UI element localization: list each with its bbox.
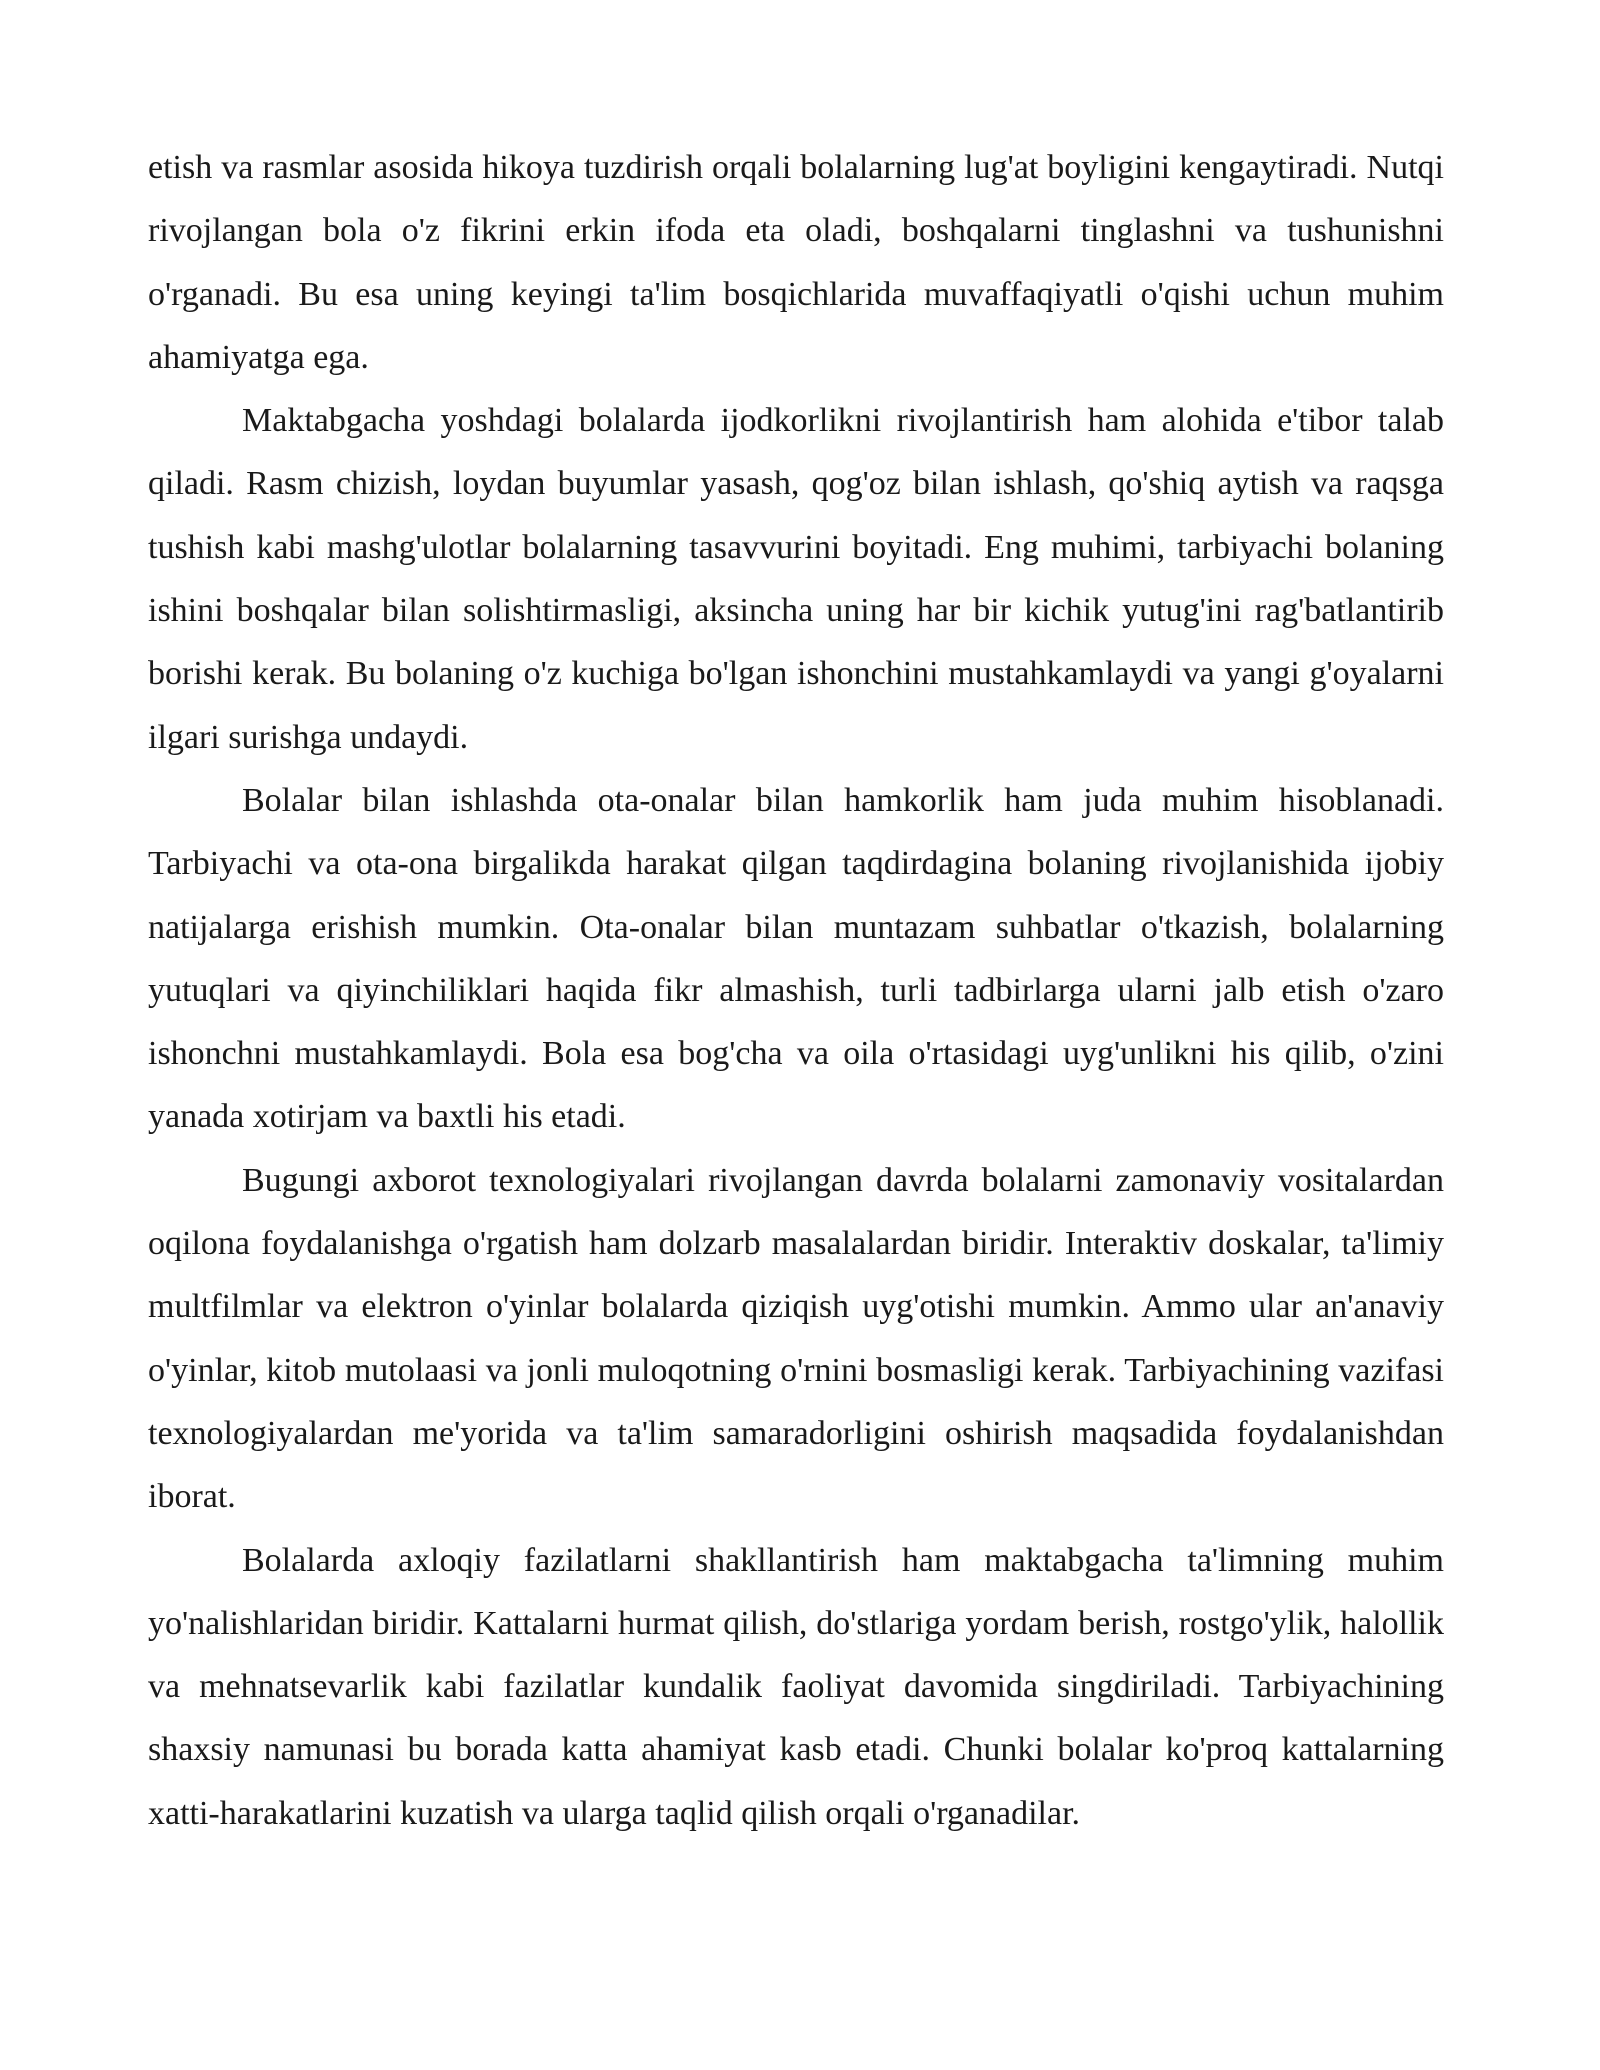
paragraph-parents-cooperation: Bolalar bilan ishlashda ota-onalar bilan hamkorlik ham juda muhim hisoblanadi. Tarbiyachi va ota-ona birgalikda harakat qilgan taqdirdagina bolaning rivojlanishida ijobiy natijalarga erishish mumkin. Ota-onalar bilan muntazam suhbatlar o'tkazish, bolalarning yutuqlari va qiyinchiliklari haqida fikr almashish, turli tadbirlarga ularni jalb etish o'zaro ishonchni mustahkamlaydi. Bola esa bog'cha va oila o'rtasidagi uyg'unlikni his qilib, o'zini yanada xotirjam va baxtli his etadi.	[148, 781, 1444, 1136]
paragraph-moral-qualities: Bolalarda axloqiy fazilatlarni shakllantirish ham maktabgacha ta'limning muhim yo'nalishlaridan biridir. Kattalarni hurmat qilish, do'stlariga yordam berish, rostgo'ylik, halollik va mehnatsevarlik kabi fazilatlar kundalik faoliyat davomida singdiriladi. Tarbiyachining shaxsiy namunasi bu borada katta ahamiyat kasb etadi. Chunki bolalar ko'proq kattalarning xatti-harakatlarini kuzatish va ularga taqlid qilish orqali o'rganadilar.	[148, 1541, 1444, 1832]
paragraph-continuation: etish va rasmlar asosida hikoya tuzdirish orqali bolalarning lug'at boyligini kengaytiradi. Nutqi rivojlangan bola o'z fikrini erkin ifoda eta oladi, boshqalarni tinglashni va tushunishni o'rganadi. Bu esa uning keyingi ta'lim bosqichlarida muvaffaqiyatli o'qishi uchun muhim ahamiyatga ega.	[148, 149, 1444, 376]
document-page	[148, 136, 1444, 1845]
paragraph-technology: Bugungi axborot texnologiyalari rivojlangan davrda bolalarni zamonaviy vositalardan oqilona foydalanishga o'rgatish ham dolzarb masalalardan biridir. Interaktiv doskalar, ta'limiy multfilmlar va elektron o'yinlar bolalarda qiziqish uyg'otishi mumkin. Ammo ular an'anaviy o'yinlar, kitob mutolaasi va jonli muloqotning o'rnini bosmasligi kerak. Tarbiyachining vazifasi texnologiyalardan me'yorida va ta'lim samaradorligini oshirish maqsadida foydalanishdan iborat.	[148, 1161, 1444, 1516]
paragraph-creativity: Maktabgacha yoshdagi bolalarda ijodkorlikni rivojlantirish ham alohida e'tibor talab qiladi. Rasm chizish, loydan buyumlar yasash, qog'oz bilan ishlash, qo'shiq aytish va raqsga tushish kabi mashg'ulotlar bolalarning tasavvurini boyitadi. Eng muhimi, tarbiyachi bolaning ishini boshqalar bilan solishtirmasligi, aksincha uning har bir kichik yutug'ini rag'batlantirib borishi kerak. Bu bolaning o'z kuchiga bo'lgan ishonchini mustahkamlaydi va yangi g'oyalarni ilgari surishga undaydi.	[148, 402, 1444, 756]
